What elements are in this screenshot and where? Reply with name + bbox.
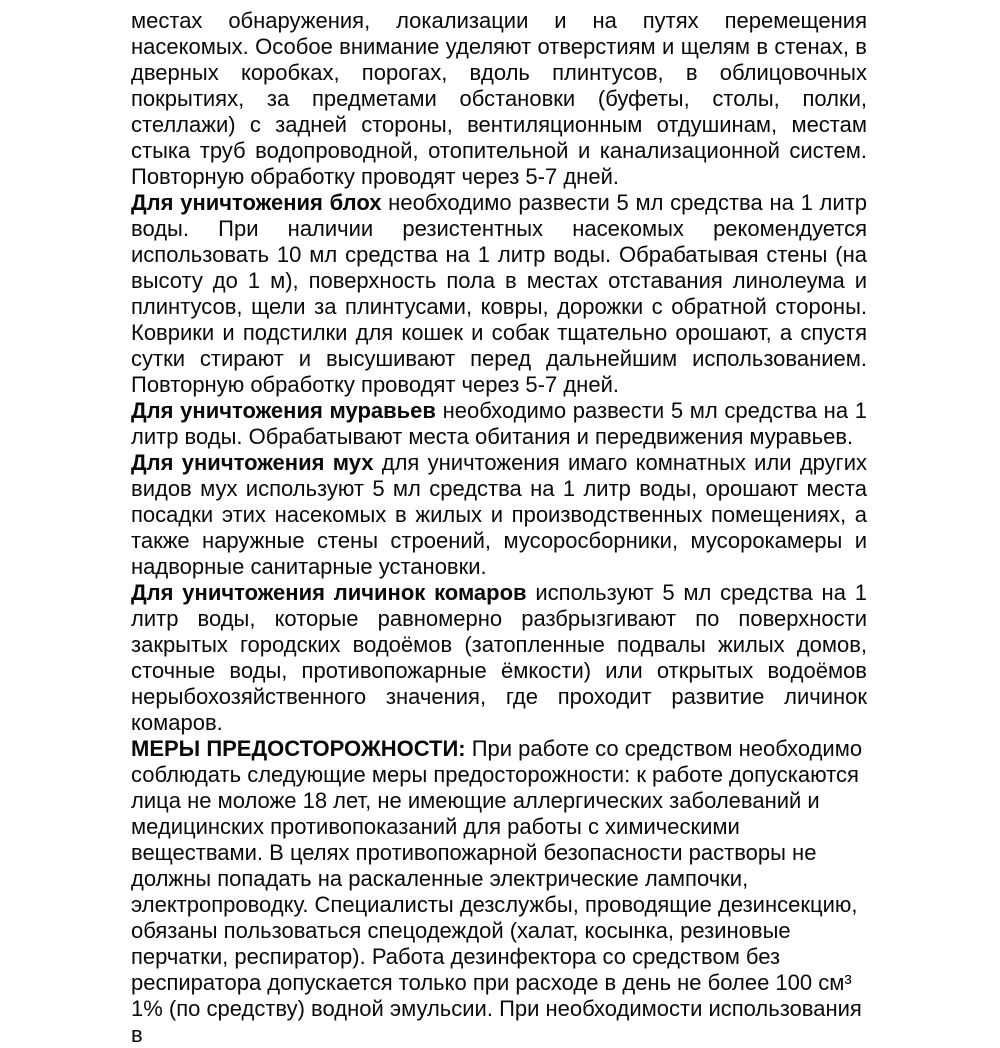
fleas-text: необходимо развести 5 мл средства на 1 литр воды. При наличии резистентных насекомых рекомендуется использовать 10 мл средства на 1 литр воды. Обрабатывая стены (на высоту до 1 м), поверхность пола в местах отставания линолеума и плинтусов, щели за плинтусами, ковры, дорожки с обратной стороны. Коврики и подстилки для кошек и собак тщательно орошают, а спустя сутки стирают и высушивают перед дальнейшим использованием. Повторную обработку проводят через 5-7 дней. — [131, 190, 867, 397]
mosquito-larvae-heading: Для уничтожения личинок комаров — [131, 580, 527, 605]
precautions-text: При работе со средством необходимо соблюдать следующие меры предосторожности: к работе допускаются лица не моложе 18 лет, не имеющие аллергических заболеваний и медицинских противопоказаний для работы с химическими веществами. В целях противопожарной безопасности растворы не должны попадать на раскаленные электрические лампочки, электропроводку. Специалисты дезслужбы, проводящие дезинсекцию, обязаны пользоваться спецодеждой (халат, косынка, резиновые перчатки, респиратор). Работа дезинфектора со средством без респиратора допускается только при расходе в день не более 100 см³ 1% (по средству) водной эмульсии. При необходимости использования в — [131, 736, 863, 1047]
flies-text: для уничтожения имаго комнатных или других видов мух используют 5 мл средства на 1 литр воды, орошают места посадки этих насекомых в жилых и производственных помещениях, а также наружные стены строений, мусоросборники, мусорокамеры и надворные санитарные установки. — [131, 450, 867, 579]
flies-paragraph — [131, 450, 867, 580]
instruction-page — [131, 8, 867, 1048]
intro-paragraph — [131, 8, 867, 190]
fleas-heading: Для уничтожения блох — [131, 190, 382, 215]
precautions-heading: МЕРЫ ПРЕДОСТОРОЖНОСТИ: — [131, 736, 466, 761]
intro-text: местах обнаружения, локализации и на путях перемещения насекомых. Особое внимание уделяют отверстиям и щелям в стенах, в дверных коробках, порогах, вдоль плинтусов, в облицовочных покрытиях, за предметами обстановки (буфеты, столы, полки, стеллажи) с задней стороны, вентиляционным отдушинам, местам стыка труб водопроводной, отопительной и канализационной систем. Повторную обработку проводят через 5-7 дней. — [131, 8, 867, 189]
ants-heading: Для уничтожения муравьев — [131, 398, 436, 423]
precautions-paragraph — [131, 736, 867, 1048]
flies-heading: Для уничтожения мух — [131, 450, 374, 475]
mosquito-larvae-text: используют 5 мл средства на 1 литр воды, которые равномерно разбрызгивают по поверхности закрытых городских водоёмов (затопленные подвалы жилых домов, сточные воды, противопожарные ёмкости) или открытых водоёмов нерыбохозяйственного значения, где проходит развитие личинок комаров. — [131, 580, 867, 735]
ants-paragraph — [131, 398, 867, 450]
fleas-paragraph — [131, 190, 867, 398]
mosquito-larvae-paragraph — [131, 580, 867, 736]
ants-text: необходимо развести 5 мл средства на 1 литр воды. Обрабатывают места обитания и передвижения муравьев. — [131, 398, 867, 449]
